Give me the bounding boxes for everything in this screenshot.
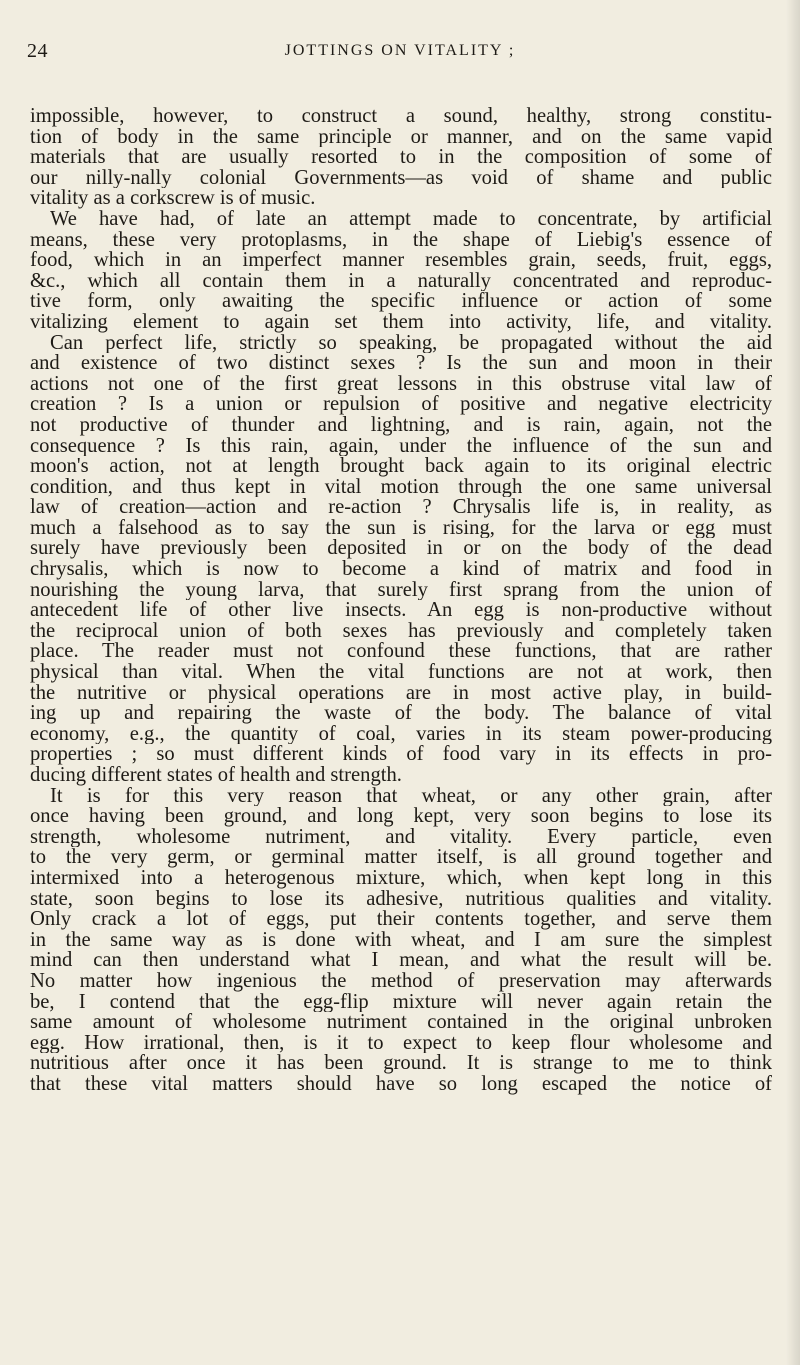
- text-line: tive form, only awaiting the specific influence or action of some: [30, 291, 772, 312]
- text-line: in the same way as is done with wheat, and I am sure the simplest: [30, 929, 772, 951]
- text-line: vitality as a corkscrew is of music.: [30, 188, 316, 209]
- text-line: nourishing the young larva, that surely first sprang from the union of: [30, 579, 772, 601]
- text-line: food, which in an imperfect manner resembles grain, seeds, fruit, eggs,: [30, 250, 772, 271]
- text-line: place. The reader must not confound these functions, that are rather: [30, 641, 772, 663]
- text-line: to the very germ, or germinal matter itself, is all ground together and: [30, 847, 772, 868]
- text-line: ing up and repairing the waste of the body. The balance of vital: [30, 703, 772, 724]
- text-line: Only crack a lot of eggs, put their contents together, and serve them: [30, 909, 772, 930]
- text-line: and existence of two distinct sexes ? Is the sun and moon in their: [30, 353, 772, 374]
- text-line: impossible, however, to construct a sound, healthy, strong constitu-: [30, 106, 772, 127]
- text-line: economy, e.g., the quantity of coal, varies in its steam power-producing: [30, 723, 772, 745]
- text-line: egg. How irrational, then, is it to expect to keep flour wholesome and: [30, 1032, 772, 1054]
- text-line: state, soon begins to lose its adhesive, nutritious qualities and vitality.: [30, 888, 772, 910]
- text-line: means, these very protoplasms, in the shape of Liebig's essence of: [30, 229, 772, 251]
- text-line: vitalizing element to again set them into activity, life, and vitality.: [30, 311, 772, 333]
- text-line: moon's action, not at length brought back again to its original electric: [30, 456, 772, 477]
- text-line: law of creation—action and re-action ? Chrysalis life is, in reality, as: [30, 497, 772, 518]
- text-line: same amount of wholesome nutriment contained in the original unbroken: [30, 1012, 772, 1033]
- text-line: the nutritive or physical operations are in most active play, in build-: [30, 682, 772, 704]
- text-line: intermixed into a heterogenous mixture, which, when kept long in this: [30, 867, 772, 889]
- text-line: antecedent life of other live insects. An egg is non-productive without: [30, 600, 772, 621]
- text-line: consequence ? Is this rain, again, under the influence of the sun and: [30, 435, 772, 457]
- text-line: physical than vital. When the vital functions are not at work, then: [30, 662, 772, 683]
- text-line: mind can then understand what I mean, and what the result will be.: [30, 950, 772, 971]
- text-line: condition, and thus kept in vital motion through the one same universal: [30, 476, 772, 498]
- page-number: 24: [27, 40, 48, 62]
- text-line: properties ; so must different kinds of food vary in its effects in pro-: [30, 744, 772, 765]
- running-title: JOTTINGS ON VITALITY ;: [284, 42, 516, 59]
- text-line: much a falsehood as to say the sun is rising, for the larva or egg must: [30, 517, 772, 539]
- text-line: ducing different states of health and strength.: [30, 765, 402, 786]
- text-line: that these vital matters should have so long escaped the notice of: [30, 1073, 772, 1095]
- text-line: tion of body in the same principle or manner, and on the same vapid: [30, 126, 772, 148]
- text-line: It is for this very reason that wheat, or any other grain, after: [50, 785, 772, 807]
- text-line: our nilly-nally colonial Governments—as void of shame and public: [30, 167, 772, 189]
- text-line: No matter how ingenious the method of preservation may afterwards: [30, 970, 772, 992]
- page-edge-shadow: [786, 0, 800, 1365]
- running-head: [0, 40, 800, 70]
- text-line: actions not one of the first great lessons in this obstruse vital law of: [30, 373, 772, 395]
- text-line: nutritious after once it has been ground. It is strange to me to think: [30, 1053, 772, 1074]
- text-line: be, I contend that the egg-flip mixture will never again retain the: [30, 991, 772, 1013]
- text-line: chrysalis, which is now to become a kind of matrix and food in: [30, 559, 772, 580]
- text-line: Can perfect life, strictly so speaking, be propagated without the aid: [50, 332, 772, 354]
- body-text: [30, 106, 772, 1095]
- text-line: strength, wholesome nutriment, and vitality. Every particle, even: [30, 826, 772, 848]
- text-line: not productive of thunder and lightning, and is rain, again, not the: [30, 414, 772, 436]
- text-line: We have had, of late an attempt made to concentrate, by artificial: [50, 208, 772, 230]
- text-line: creation ? Is a union or repulsion of positive and negative electricity: [30, 394, 772, 415]
- text-line: the reciprocal union of both sexes has previously and completely taken: [30, 620, 772, 642]
- text-line: once having been ground, and long kept, very soon begins to lose its: [30, 806, 772, 827]
- text-line: surely have previously been deposited in or on the body of the dead: [30, 538, 772, 560]
- text-line: materials that are usually resorted to in the composition of some of: [30, 147, 772, 168]
- text-line: &c., which all contain them in a naturally concentrated and reproduc-: [30, 270, 772, 292]
